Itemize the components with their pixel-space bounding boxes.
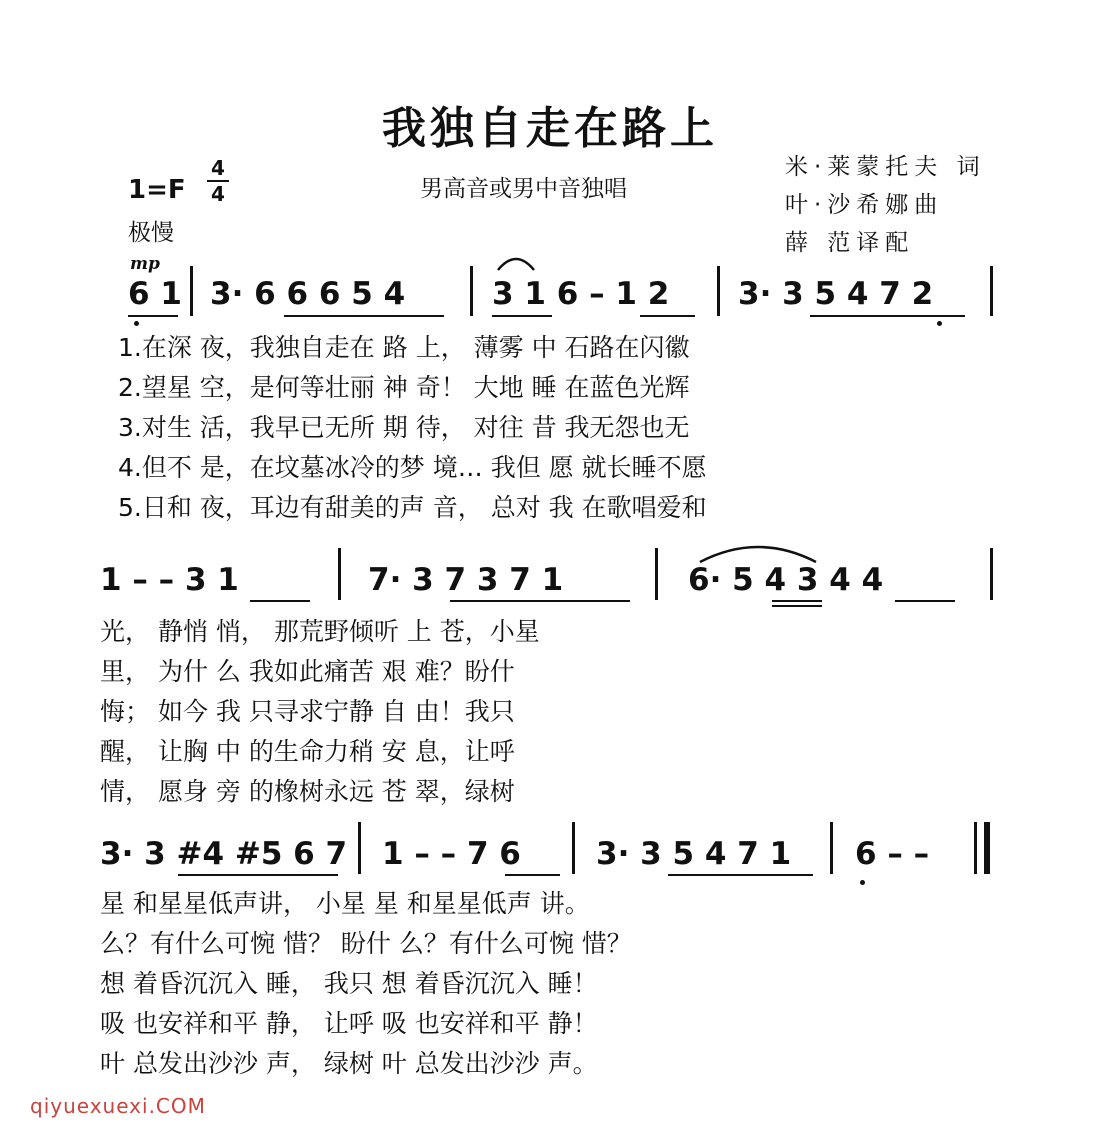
final-barline-thick [984,822,990,874]
beam-underline [178,874,338,876]
barline [572,822,575,874]
lyric-text: 情， 愿身 旁 的橡树永远 苍 翠，绿树 [100,777,515,806]
lyricist-credit: 米·莱蒙托夫 词 [785,154,986,180]
measure-3-4: 6 – – [855,836,930,872]
beam-underline [895,600,955,602]
lyric-line [100,612,540,648]
measure-1-3: 3 1 6 – 1 2 [492,276,670,312]
lyric-line [118,328,690,364]
measure-1-1: 6 1 [128,276,182,312]
lyric-text: 5.日和 夜，耳边有甜美的声 音， 总对 我 在歌唱爱和 [118,493,707,522]
time-sig-top: 4 [211,156,225,180]
lyric-text: 醒， 让胸 中 的生命力稍 安 息，让呼 [100,737,515,766]
barline [717,266,720,316]
beam-underline [772,605,822,607]
octave-dot [937,321,942,326]
measure-2-1: 1 – – 3 1 [100,562,239,598]
lyric-text: 2.望星 空，是何等壮丽 神 奇！ 大地 睡 在蓝色光辉 [118,373,690,402]
lyric-line [100,772,515,808]
lyric-line [118,488,707,524]
slur-mark [496,252,536,272]
key-signature: 1=F [128,175,186,205]
lyric-line [100,652,515,688]
song-title: 我独自走在路上 [382,103,718,154]
site-watermark: qiyuexuexi.COM [30,1094,206,1118]
beam-underline [450,600,630,602]
time-sig-bottom: 4 [211,182,225,206]
lyric-line [100,732,515,768]
measure-3-3: 3· 3 5 4 7 1 [596,836,792,872]
beam-underline [284,315,444,317]
measure-1-4: 3· 3 5 4 7 2 [738,276,934,312]
beam-underline [492,315,552,317]
beam-underline [505,874,560,876]
barline [990,548,993,600]
time-signature [205,156,231,206]
lyric-line [100,884,590,920]
dynamic-marking: mp [130,254,160,274]
translator-credit: 薛 范译配 [785,230,915,256]
lyric-line [100,1004,598,1040]
performance-note: 男高音或男中音独唱 [420,176,627,202]
barline [655,548,658,600]
barline [470,266,473,316]
lyric-line [100,964,598,1000]
beam-underline [250,600,310,602]
lyric-text: 3.对生 活，我早已无所 期 待， 对往 昔 我无怨也无 [118,413,690,442]
lyric-text: 里， 为什 么 我如此痛苦 艰 难？盼什 [100,657,515,686]
slur-mark [698,540,818,564]
barline [338,548,341,600]
beam-underline [810,315,965,317]
barline [358,822,361,874]
lyric-line [100,1044,598,1080]
lyric-text: 想 着昏沉沉入 睡， 我只 想 着昏沉沉入 睡！ [100,969,598,998]
measure-2-3: 6· 5 4 3 4 4 [688,562,884,598]
beam-underline [640,315,695,317]
beam-underline [128,315,178,317]
octave-dot [134,321,139,326]
lyric-text: 悔； 如今 我 只寻求宁静 自 由！我只 [100,697,515,726]
lyric-text: 吸 也安祥和平 静， 让呼 吸 也安祥和平 静！ [100,1009,598,1038]
composer-credit: 叶·沙希娜曲 [785,192,944,218]
lyric-line [100,924,632,960]
lyric-line [118,368,690,404]
measure-2-2: 7· 3 7 3 7 1 [368,562,564,598]
lyric-text: 星 和星星低声讲， 小星 星 和星星低声 讲。 [100,889,590,918]
octave-dot [860,880,865,885]
lyric-text: 光， 静悄 悄， 那荒野倾听 上 苍，小星 [100,617,540,646]
measure-3-1: 3· 3 #4 #5 6 7 [100,836,348,872]
barline [830,822,833,874]
measure-1-2: 3· 6 6 6 5 4 [210,276,406,312]
lyric-text: 叶 总发出沙沙 声， 绿树 叶 总发出沙沙 声。 [100,1049,598,1078]
lyric-line [100,692,515,728]
lyric-text: 4.但不 是，在坟墓冰冷的梦 境… 我但 愿 就长睡不愿 [118,453,707,482]
beam-underline [772,600,822,602]
tempo-marking: 极慢 [128,220,174,246]
lyric-text: 1.在深 夜，我独自走在 路 上， 薄雾 中 石路在闪徽 [118,333,690,362]
beam-underline [668,874,813,876]
lyric-text: 么？有什么可惋 惜？ 盼什 么？有什么可惋 惜？ [100,929,632,958]
lyric-line [118,448,707,484]
barline [990,266,993,316]
final-barline-thin [974,822,977,874]
barline [190,266,193,316]
lyric-line [118,408,690,444]
measure-3-2: 1 – – 7 6 [382,836,521,872]
